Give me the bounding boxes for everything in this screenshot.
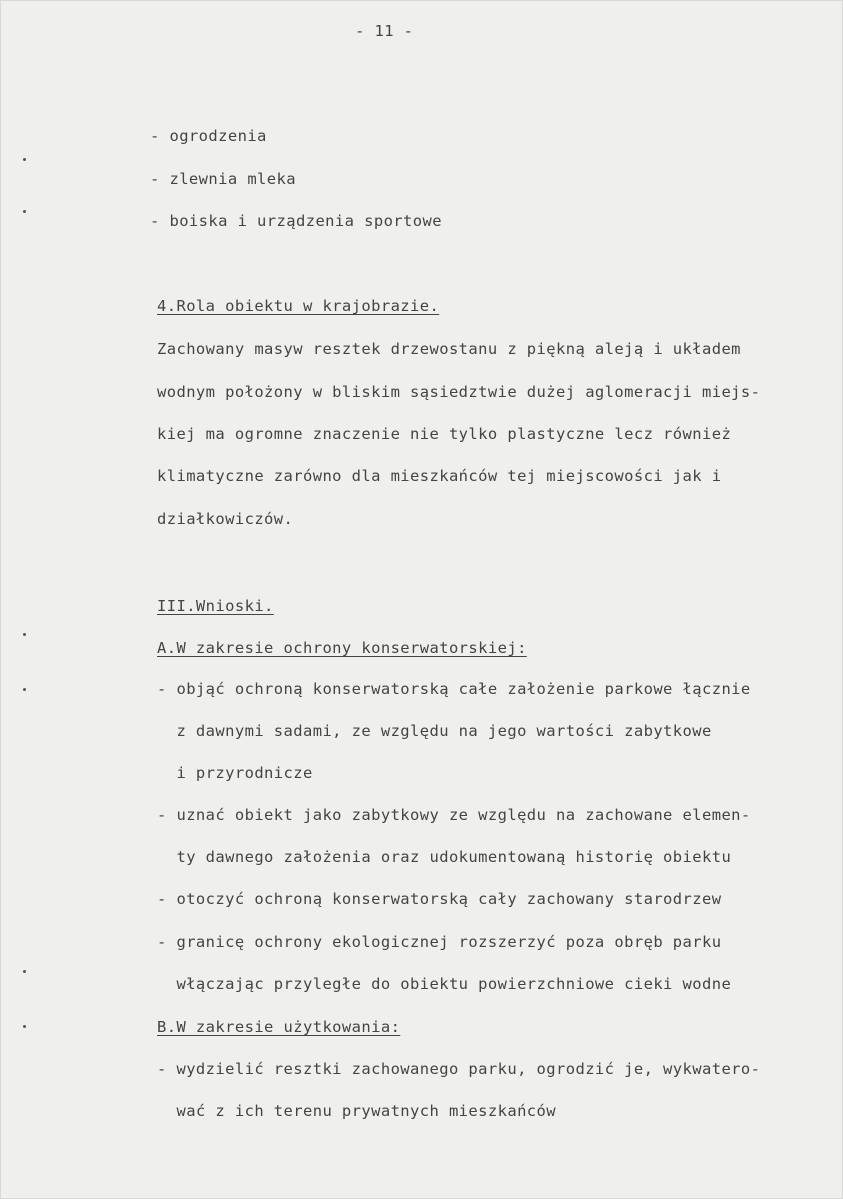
list-item: - ogrodzenia — [150, 127, 267, 145]
list-item: - otoczyć ochroną konserwatorską cały zachowany starodrzew — [157, 890, 722, 908]
paragraph-line: działkowiczów. — [157, 510, 294, 528]
list-item: wać z ich terenu prywatnych mieszkańców — [157, 1102, 557, 1120]
margin-dot — [23, 1025, 26, 1028]
margin-dot — [23, 633, 26, 636]
list-item: włączając przyległe do obiektu powierzchniowe cieki wodne — [157, 975, 732, 993]
page-number: - 11 - — [355, 22, 414, 40]
list-item: ty dawnego założenia oraz udokumentowaną historię obiektu — [157, 848, 732, 866]
list-item: - wydzielić resztki zachowanego parku, ogrodzić je, wykwatero- — [157, 1060, 761, 1078]
margin-dot — [23, 210, 26, 213]
paragraph-line: Zachowany masyw resztek drzewostanu z piękną aleją i układem — [157, 340, 741, 358]
list-item: - uznać obiekt jako zabytkowy ze względu na zachowane elemen- — [157, 806, 751, 824]
margin-dot — [23, 688, 26, 691]
list-item: - boiska i urządzenia sportowe — [150, 212, 442, 230]
paragraph-line: klimatyczne zarówno dla mieszkańców tej miejscowości jak i — [157, 467, 722, 485]
paragraph-line: wodnym położony w bliskim sąsiedztwie dużej aglomeracji miejs- — [157, 383, 761, 401]
list-item: - zlewnia mleka — [150, 170, 296, 188]
list-item: - granicę ochrony ekologicznej rozszerzyć poza obręb parku — [157, 933, 722, 951]
section-heading: III.Wnioski. — [157, 597, 274, 615]
section-heading: 4.Rola obiektu w krajobrazie. — [157, 297, 440, 315]
margin-dot — [23, 158, 26, 161]
list-item: - objąć ochroną konserwatorską całe założenie parkowe łącznie — [157, 680, 751, 698]
list-item: i przyrodnicze — [157, 764, 313, 782]
subsection-heading: B.W zakresie użytkowania: — [157, 1018, 401, 1036]
subsection-heading: A.W zakresie ochrony konserwatorskiej: — [157, 639, 527, 657]
list-item: z dawnymi sadami, ze względu na jego wartości zabytkowe — [157, 722, 712, 740]
paragraph-line: kiej ma ogromne znaczenie nie tylko plastyczne lecz również — [157, 425, 732, 443]
margin-dot — [23, 970, 26, 973]
